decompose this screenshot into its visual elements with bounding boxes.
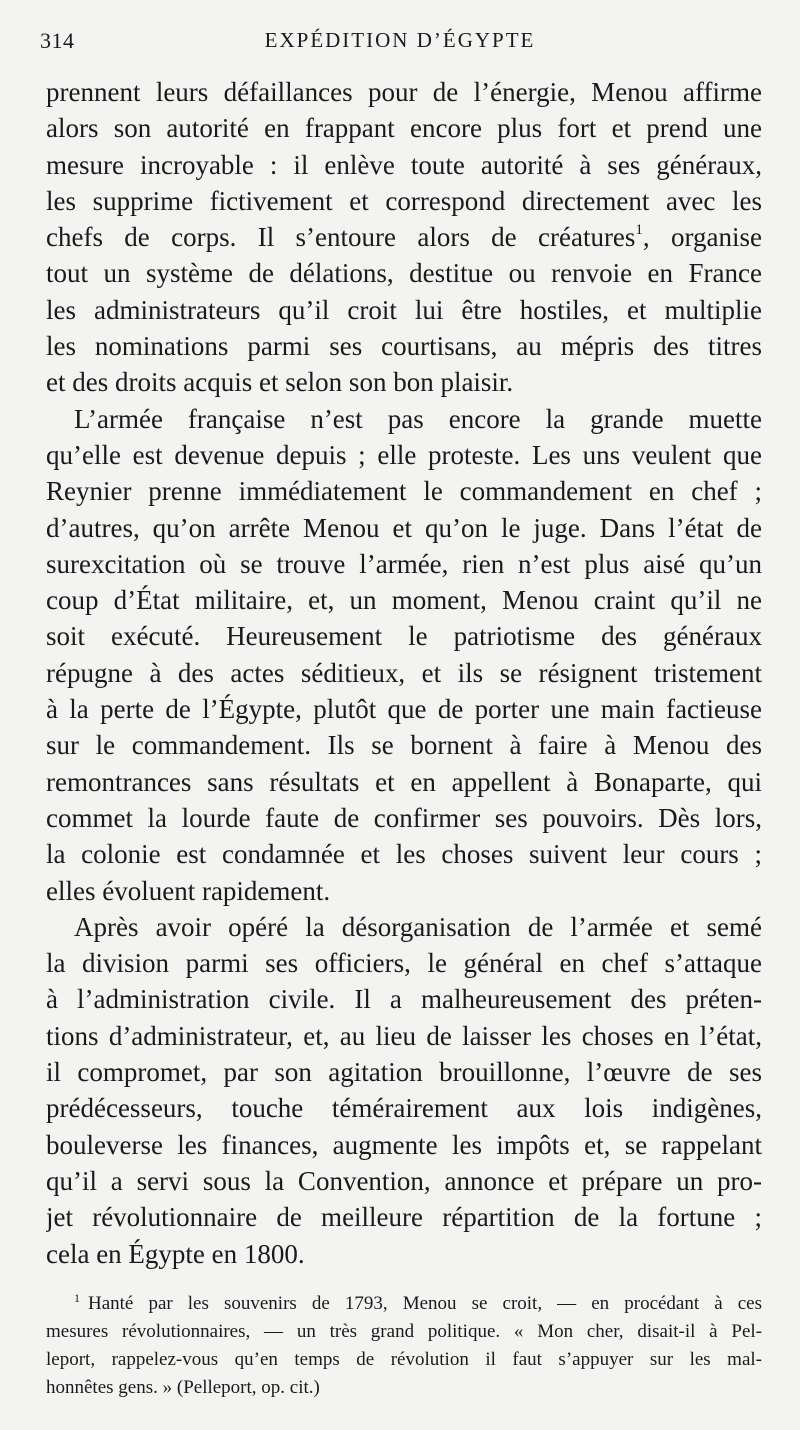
running-title: EXPÉDITION D’ÉGYPTE bbox=[264, 28, 536, 52]
text-line: d’autres, qu’on arrête Menou et qu’on le juge. Dans l’état de bbox=[46, 512, 762, 543]
page-header bbox=[40, 28, 760, 64]
text-line: tions d’administrateur, et, au lieu de laisser les choses en l’état, bbox=[46, 1020, 762, 1051]
text-line: Reynier prenne immédiatement le commandement en chef ; bbox=[46, 476, 762, 507]
text-line: surexcitation où se trouve l’armée, rien n’est plus aisé qu’un bbox=[46, 548, 762, 579]
text-line: elles évoluent rapidement. bbox=[46, 875, 331, 906]
text-line: il compromet, par son agitation brouillonne, l’œuvre de ses bbox=[46, 1057, 762, 1088]
footnote-reference: 1 bbox=[635, 222, 643, 239]
text-line: L’armée française n’est pas encore la grande muette bbox=[74, 403, 762, 434]
text-line: répugne à des actes séditieux, et ils se résignent tristement bbox=[46, 657, 762, 688]
text-line-with-footnote bbox=[46, 219, 762, 255]
text-line: cela en Égypte en 1800. bbox=[46, 1238, 305, 1269]
text-line: soit exécuté. Heureusement le patriotisme des généraux bbox=[46, 621, 762, 652]
main-text bbox=[46, 74, 762, 1272]
page-number: 314 bbox=[40, 28, 75, 53]
text-line: les administrateurs qu’il croit lui être hostiles, et multiplie bbox=[46, 294, 762, 325]
footnote-text: Hanté par les souvenirs de 1793, Menou se croit, — en procédant à ces bbox=[88, 1293, 762, 1314]
text-line: les supprime fictivement et correspond directement avec les bbox=[46, 185, 762, 216]
text-line: prennent leurs défaillances pour de l’énergie, Menou affirme bbox=[46, 77, 762, 107]
text-line: prédécesseurs, touche témérairement aux lois indigènes, bbox=[46, 1093, 762, 1124]
text-line: commet la lourde faute de confirmer ses pouvoirs. Dès lors, bbox=[46, 802, 762, 833]
footnote-line: mesures révolutionnaires, — un très grand politique. « Mon cher, disait-il à Pel- bbox=[46, 1321, 762, 1342]
footnotes bbox=[46, 1290, 762, 1402]
text-line: les nominations parmi ses courtisans, au mépris des titres bbox=[46, 331, 762, 362]
text-line: la colonie est condamnée et les choses suivent leur cours ; bbox=[46, 839, 762, 870]
footnote-line: leport, rappelez-vous qu’en temps de révolution il faut s’appuyer sur les mal- bbox=[46, 1349, 762, 1370]
text-segment: chefs de corps. Il s’entoure alors de créatures bbox=[46, 222, 636, 253]
text-line: remontrances sans résultats et en appellent à Bonaparte, qui bbox=[46, 766, 762, 797]
text-segment: , organise bbox=[642, 222, 762, 253]
text-line: et des droits acquis et selon son bon plaisir. bbox=[46, 367, 514, 398]
text-line: mesure incroyable : il enlève toute autorité à ses généraux, bbox=[46, 149, 762, 180]
footnote-marker: 1 bbox=[74, 1291, 80, 1305]
text-line: la division parmi ses officiers, le général en chef s’attaque bbox=[46, 948, 762, 979]
text-line: à l’administration civile. Il a malheureusement des préten- bbox=[46, 984, 762, 1015]
text-line: à la perte de l’Égypte, plutôt que de porter une main factieuse bbox=[46, 694, 762, 725]
text-line: jet révolutionnaire de meilleure répartition de la fortune ; bbox=[46, 1202, 762, 1233]
text-line: tout un système de délations, destitue ou renvoie en France bbox=[46, 258, 762, 289]
footnote-line: honnêtes gens. » (Pelleport, op. cit.) bbox=[46, 1377, 320, 1398]
text-line: bouleverse les finances, augmente les impôts et, se rappelant bbox=[46, 1129, 762, 1160]
text-line: sur le commandement. Ils se bornent à faire à Menou des bbox=[46, 730, 762, 761]
text-line: alors son autorité en frappant encore plus fort et prend une bbox=[46, 113, 762, 144]
text-line: qu’il a servi sous la Convention, annonce et prépare un pro- bbox=[46, 1165, 762, 1196]
text-line: coup d’État militaire, et, un moment, Menou craint qu’il ne bbox=[46, 585, 762, 616]
text-line: qu’elle est devenue depuis ; elle proteste. Les uns veulent que bbox=[46, 439, 762, 470]
footnote-line bbox=[46, 1290, 762, 1318]
text-line: Après avoir opéré la désorganisation de l’armée et semé bbox=[74, 911, 762, 942]
